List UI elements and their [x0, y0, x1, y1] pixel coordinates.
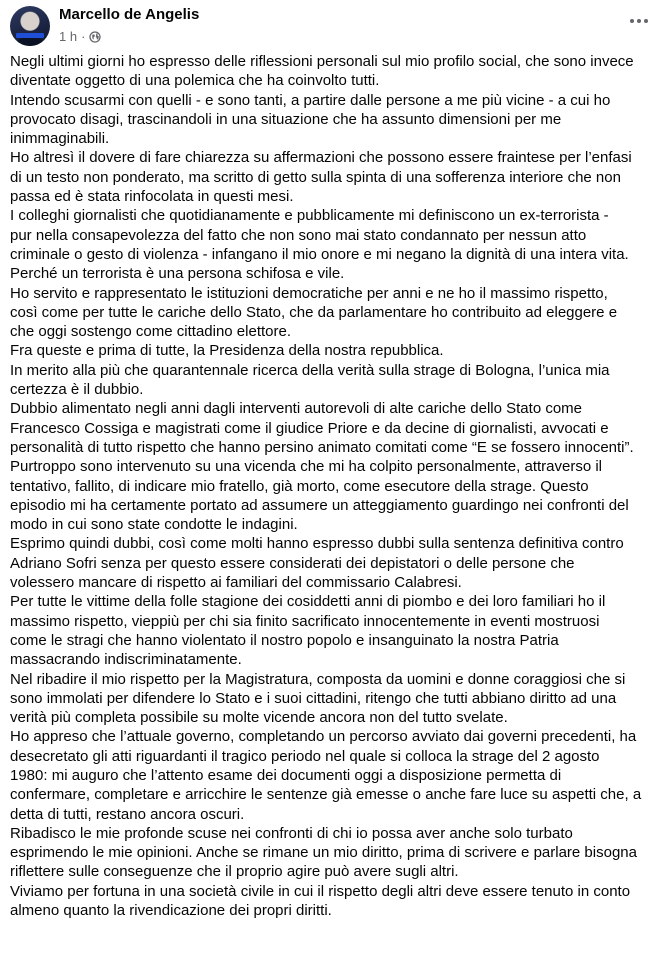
author-name[interactable]: Marcello de Angelis — [59, 6, 200, 23]
paragraph: Purtroppo sono intervenuto su una vicenda che mi ha colpito personalmente, attraverso il tentativo, fallito, di indicare mio fratello, già morto, come esecutore della strage. Questo episodio mi ha certamente portato ad assumere un atteggiamento guardingo nei confronti del modo in cui sono state condotte le indagini. — [10, 458, 629, 534]
meta-separator: · — [81, 29, 86, 44]
post-header — [0, 0, 668, 50]
paragraph: Intendo scusarmi con quelli - e sono tanti, a partire dalle persone a me più vicine - a cui ho provocato disagi, trascinandoli in una situazione che ha assunto dimensioni per me inimmaginabili. — [10, 91, 611, 148]
more-dot — [644, 19, 648, 23]
paragraph: Nel ribadire il mio rispetto per la Magistratura, composta da uomini e donne coraggiosi che si sono immolati per difendere lo Stato e i suoi cittadini, ritengo che tutti abbiano diritto ad una verità più completa possibile su molte vicende ancora non del tutto svelate. — [10, 670, 626, 727]
more-dot — [630, 19, 634, 23]
post-meta — [59, 29, 101, 44]
post-time[interactable]: 1 h — [59, 29, 78, 44]
paragraph: Ho appreso che l’attuale governo, completando un percorso avviato dai governi precedenti, ha desecretato gli atti riguardanti il tragico periodo nel quale si colloca la strage del 2 agosto 1980: mi auguro che l’attento esame dei documenti oggi a disposizione permetta di confermare, completare e arricchire le sentenze già emesse o anche fare luce su aspetti che, a detta di tutti, restano ancora oscuri. — [10, 728, 642, 823]
paragraph: I colleghi giornalisti che quotidianamente e pubblicamente mi definiscono un ex-terrorista - pur nella consapevolezza del fatto che non sono mai stato condannato per nessun atto criminale o gesto di violenza - infangano il mio onore e mi negano la dignità di una intera vita. — [10, 207, 629, 263]
paragraph: Per tutte le vittime della folle stagione dei cosiddetti anni di piombo e dei loro familiari ho il massimo rispetto, vieppiù per chi sia finito sacrificato innocentemente in eventi mostruosi come le stragi che hanno violentato il nostro popolo e insanguinato la nostra Patria massacrando indiscriminatamente. — [10, 593, 606, 669]
avatar[interactable] — [10, 6, 50, 46]
paragraph: Ho altresì il dovere di fare chiarezza su affermazioni che possono essere fraintese per l’enfasi di un testo non ponderato, ma scritto di getto sulla spinta di una sofferenza interiore che non passa ed è stata rinfocolata in questi mesi. — [10, 149, 632, 206]
more-options-icon[interactable] — [628, 10, 650, 32]
avatar-badge — [16, 33, 44, 38]
more-dot — [637, 19, 641, 23]
paragraph: Dubbio alimentato negli anni dagli interventi autorevoli di alte cariche dello Stato come Francesco Cossiga e magistrati come il giudice Priore e da decine di giornalisti, avvocati e personalità di tutto rispetto che hanno persino animato comitati come “E se fossero innocenti”. — [10, 400, 634, 456]
paragraph: Perché un terrorista è una persona schifosa e vile. — [10, 265, 345, 283]
post-text — [10, 52, 662, 920]
globe-icon[interactable] — [89, 31, 101, 43]
paragraph: Negli ultimi giorni ho espresso delle riflessioni personali sul mio profilo social, che sono invece diventate oggetto di una polemica che ha coinvolto tutti. — [10, 53, 634, 90]
paragraph: Fra queste e prima di tutte, la Presidenza della nostra repubblica. — [10, 342, 444, 360]
paragraph: Esprimo quindi dubbi, così come molti hanno espresso dubbi sulla sentenza definitiva contro Adriano Sofri senza per questo essere considerati dei depistatori o delle persone che volessero mancare di rispetto ai familiari del commissario Calabresi. — [10, 535, 624, 592]
paragraph: Ho servito e rappresentato le istituzioni democratiche per anni e ne ho il massimo rispetto, così come per tutte le cariche dello Stato, che da parlamentare ho contribuito ad eleggere e che oggi sostengo come cittadino elettore. — [10, 284, 618, 341]
paragraph: Viviamo per fortuna in una società civile in cui il rispetto degli altri deve essere tenuto in conto almeno quanto la rivendicazione dei propri diritti. — [10, 882, 631, 920]
paragraph: In merito alla più che quarantennale ricerca della verità sulla strage di Bologna, l’unica mia certezza è il dubbio. — [10, 361, 610, 399]
paragraph: Ribadisco le mie profonde scuse nei confronti di chi io possa aver anche solo turbato esprimendo le mie opinioni. Anche se rimane un mio diritto, prima di scrivere e parlare bisogna riflettere sulle conseguenze che il proprio agire può avere sugli altri. — [10, 824, 637, 881]
